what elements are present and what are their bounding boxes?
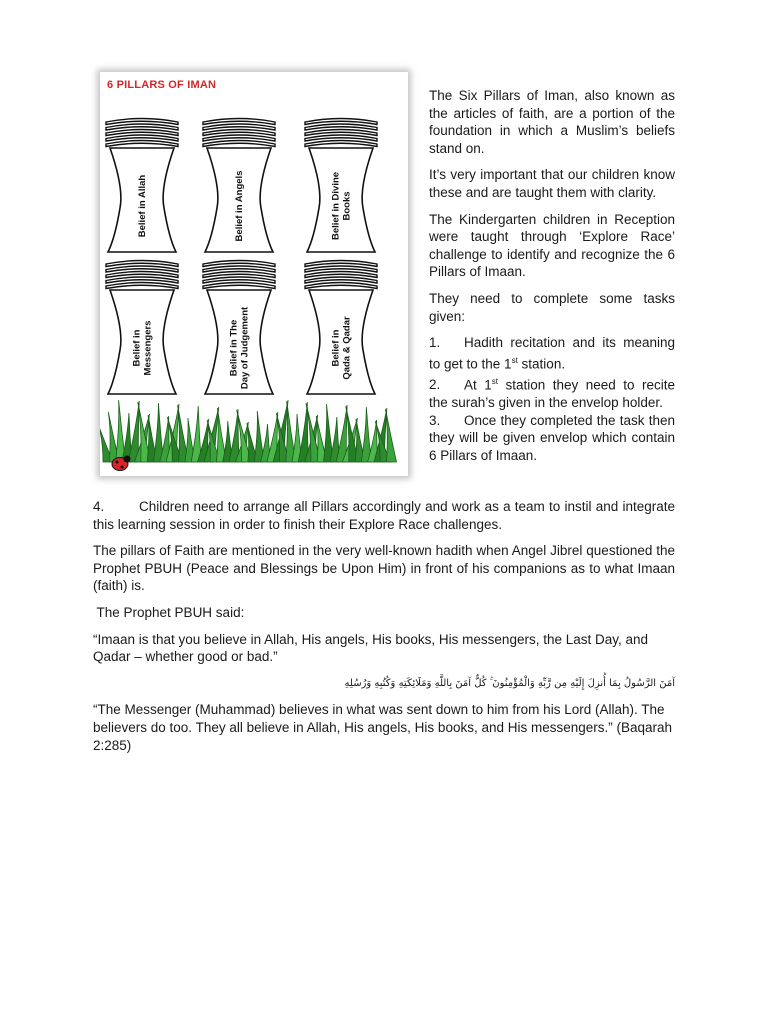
pillar-label: Belief in Allah	[137, 174, 148, 238]
task-item-2: 2. At 1st station they need to recite the surah’s given in the envelop holder.	[429, 376, 675, 410]
grass	[100, 400, 397, 462]
intro-paragraph: The Six Pillars of Iman, also known as the articles of faith, are a portion of the foundation in which a Muslim’s beliefs stand on.	[429, 88, 675, 156]
pillar-ring	[106, 283, 178, 289]
pillar-label: Belief in DivineBooks	[330, 171, 353, 241]
intro-column	[429, 87, 675, 464]
pillar-ring	[203, 141, 275, 147]
pillars-illustration	[100, 72, 408, 476]
pillar-2	[203, 119, 275, 253]
tasks-paragraph: They need to complete some tasks given:	[429, 290, 675, 324]
pillar-5	[203, 261, 275, 395]
task-item-4: 4. Children need to arrange all Pillars accordingly and work as a team to instil and integrate this learning session in order to finish their Explore Race challenges.	[93, 499, 675, 532]
pillar-1	[106, 119, 178, 253]
pillar-ring	[203, 283, 275, 289]
verse-translation: “The Messenger (Muhammad) believes in what was sent down to him from his Lord (Allah). The believers do too. They all believe in Allah, His angels, His books, and His messengers.” (Baqarah 2:285)	[93, 702, 673, 753]
pillars-figure	[100, 72, 408, 476]
grass-blade	[386, 409, 397, 462]
pillar-4	[106, 261, 178, 395]
pillar-3	[305, 119, 377, 253]
pillar-label: Belief in TheDay of Judgement	[228, 306, 251, 390]
reception-paragraph: The Kindergarten children in Reception were taught through ‘Explore Race’ challenge to identify and recognize the 6 Pillars of Imaan.	[429, 211, 675, 280]
arabic-verse: آمَنَ الرَّسُولُ بِمَا أُنزِلَ إِلَيْهِ مِن رَّبِّهِ وَالْمُؤْمِنُونَ ۚ كُلٌّ آمَنَ بِاللَّهِ وَمَلَائِكَتِهِ وَكُتُبِهِ وَرُسُلِهِ	[344, 677, 675, 689]
task-item-1: 1. Hadith recitation and its meaning to get to the 1st station.	[429, 335, 675, 372]
pillar-ring	[305, 283, 377, 289]
pillar-6	[305, 261, 377, 395]
pillar-label: Belief inMessengers	[131, 320, 154, 376]
grass-blade	[229, 409, 239, 462]
grass-blade	[298, 402, 308, 462]
figure-title: 6 PILLARS OF IMAN	[107, 79, 217, 91]
body-section	[93, 498, 675, 763]
pillar-label: Belief inQada & Qadar	[330, 316, 353, 380]
task-item-3: 3. Once they completed the task then they will be given envelop which contain 6 Pillars of Imaan.	[429, 412, 675, 463]
hadith-paragraph: The pillars of Faith are mentioned in the very well-known hadith when Angel Jibrel questioned the Prophet PBUH (Peace and Blessings be Upon Him) in front of his companions as to what Imaan (faith) is.	[93, 543, 675, 594]
pillar-label: Belief in Angels	[234, 170, 245, 242]
pillar-ring	[106, 141, 178, 147]
pillar-ring	[305, 141, 377, 147]
hadith-quote: “Imaan is that you believe in Allah, His angels, His books, His messengers, the Last Day, and Qadar – whether good or bad.”	[93, 631, 649, 665]
prophet-said: The Prophet PBUH said:	[93, 604, 245, 620]
importance-paragraph: It’s very important that our children know these and are taught them with clarity.	[429, 167, 675, 200]
